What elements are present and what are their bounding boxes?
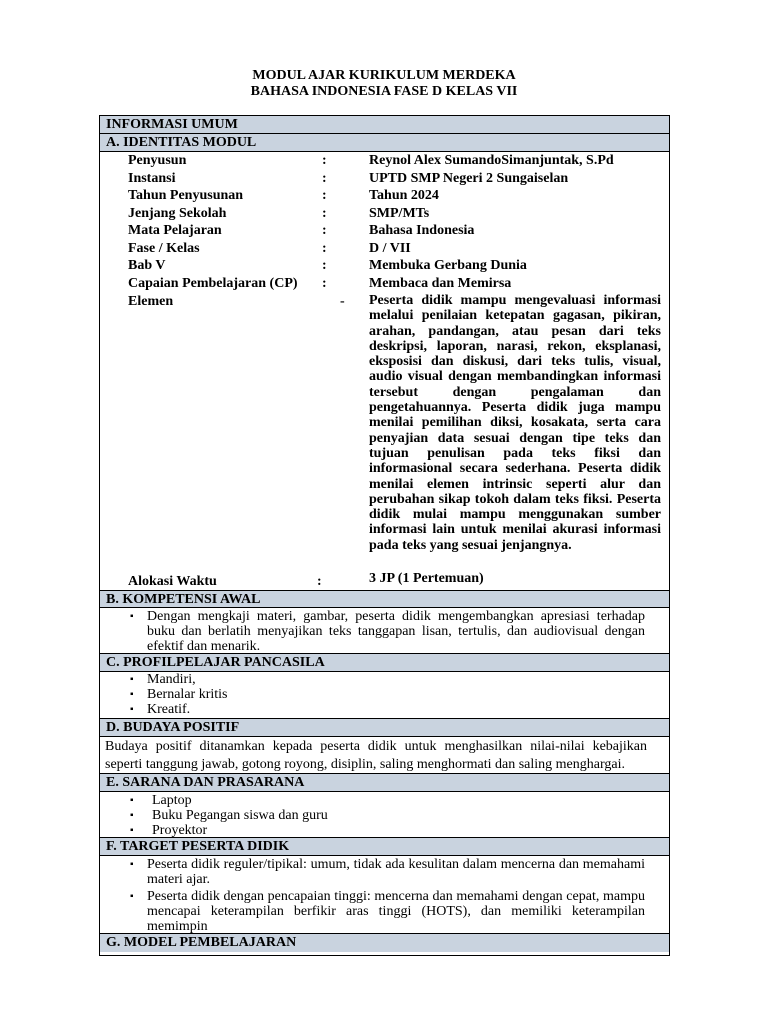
kompetensi-list: [100, 609, 669, 654]
identitas-row-penyusun: [100, 152, 669, 170]
list-item: [100, 672, 669, 687]
identitas-value: Reynol Alex SumandoSimanjuntak, S.Pd: [369, 153, 614, 168]
bullet-icon: ▪: [130, 810, 134, 821]
identitas-colon: :: [322, 205, 327, 221]
header-kompetensi-awal: B. KOMPETENSI AWAL: [100, 590, 669, 608]
list-item-text: Peserta didik dengan pencapaian tinggi: mencerna dan memahami dengan cepat, mampu mencapai keterampilan berfikir aras tinggi (HOTS), dan memiliki keterampilan memimpin: [147, 889, 645, 934]
target-list: [100, 857, 669, 934]
document-title: MODUL AJAR KURIKULUM MERDEKA: [252, 68, 516, 83]
identitas-colon: :: [322, 258, 327, 273]
elemen-label: Elemen: [128, 294, 174, 309]
list-item: [100, 857, 669, 887]
identitas-label: Fase / Kelas: [128, 240, 200, 256]
list-item: [100, 793, 669, 808]
bullet-icon: ▪: [130, 795, 134, 806]
identitas-row-bab: [100, 257, 669, 275]
identitas-row-jenjang: [100, 205, 669, 223]
bullet-icon: ▪: [130, 704, 134, 715]
identitas-row-alokasi: [100, 570, 669, 590]
identitas-label: Jenjang Sekolah: [128, 205, 227, 221]
identitas-value: SMP/MTs: [369, 205, 430, 221]
list-item: [100, 823, 669, 838]
bullet-icon: ▪: [130, 611, 134, 622]
identitas-label: Capaian Pembelajaran (CP): [128, 275, 298, 291]
list-item-text: Proyektor: [152, 823, 208, 838]
identitas-value: D / VII: [369, 240, 411, 256]
header-budaya-positif: D. BUDAYA POSITIF: [100, 719, 669, 737]
list-item-text: Buku Pegangan siswa dan guru: [152, 808, 328, 823]
identitas-colon: :: [322, 188, 327, 203]
identitas-value: Membuka Gerbang Dunia: [369, 258, 527, 273]
identitas-value: UPTD SMP Negeri 2 Sungaiselan: [369, 170, 569, 186]
sarana-list: [100, 793, 669, 838]
document-subtitle: BAHASA INDONESIA FASE D KELAS VII: [250, 84, 518, 99]
bullet-icon: ▪: [130, 825, 134, 836]
alokasi-label: Alokasi Waktu: [128, 574, 217, 589]
identitas-label: Mata Pelajaran: [128, 223, 222, 238]
identitas-colon: :: [322, 153, 327, 168]
section-profil-pancasila: [100, 672, 669, 719]
identitas-colon: :: [322, 275, 327, 291]
identitas-colon: :: [322, 223, 327, 238]
identitas-label: Tahun Penyusunan: [128, 188, 244, 203]
bullet-icon: ▪: [130, 891, 134, 902]
header-identitas-modul: A. IDENTITAS MODUL: [100, 134, 669, 152]
section-budaya-positif: [100, 737, 669, 774]
alokasi-colon: :: [317, 574, 322, 589]
list-item-text: Peserta didik reguler/tipikal: umum, tidak ada kesulitan dalam mencerna dan memahami materi ajar.: [147, 857, 645, 887]
elemen-value: Peserta didik mampu mengevaluasi informasi melalui penilaian ketepatan gagasan, pikiran, arahan, pandangan, atau pesan dari teks deskripsi, laporan, narasi, rekon, eksplanasi, eksposisi dan diskusi, dari teks tulis, visual, audio visual dengan membandingkan informasi tersebut dengan pengalaman dan pengetahuannya. Peserta didik juga mampu menilai pemilihan diksi, kosakata, serta cara penyajian data sesuai dengan tipe teks dan tujuan penulisan pada teks fiksi dan informasional secara sederhana. Peserta didik menilai elemen intrinsic seperti alur dan perubahan sikap tokoh dalam teks fiksi. Peserta didik mulai mampu menggunakan sumber informasi lain untuk menilai akurasi informasi pada teks yang sesuai jenjangnya.: [369, 293, 661, 553]
list-item: [100, 808, 669, 823]
bullet-icon: ▪: [130, 859, 134, 870]
list-item: [100, 687, 669, 702]
list-item: [100, 609, 669, 654]
header-model-pembelajaran: G. MODEL PEMBELAJARAN: [100, 934, 669, 952]
identitas-colon: :: [322, 170, 327, 186]
header-sarana-prasarana: E. SARANA DAN PRASARANA: [100, 774, 669, 792]
profil-list: [100, 672, 669, 717]
section-sarana-prasarana: [100, 792, 669, 838]
identitas-label: Bab V: [128, 258, 166, 273]
identitas-row-cp: [100, 275, 669, 293]
module-table: [99, 115, 670, 956]
identitas-value: Membaca dan Memirsa: [369, 275, 512, 291]
alokasi-value: 3 JP (1 Pertemuan): [369, 571, 484, 586]
identitas-label: Instansi: [128, 170, 176, 186]
list-item-text: Laptop: [152, 793, 192, 808]
identitas-value: Tahun 2024: [369, 188, 439, 203]
identitas-row-tahun: [100, 187, 669, 205]
header-informasi-umum: INFORMASI UMUM: [100, 116, 669, 134]
bullet-icon: ▪: [130, 674, 134, 685]
header-target-peserta: F. TARGET PESERTA DIDIK: [100, 838, 669, 856]
list-item: [100, 889, 669, 934]
identitas-label: Penyusun: [128, 153, 187, 168]
identitas-row-elemen: [100, 292, 669, 570]
section-target-peserta: [100, 856, 669, 934]
identitas-list: [100, 152, 669, 590]
header-profil-pancasila: C. PROFILPELAJAR PANCASILA: [100, 654, 669, 672]
bullet-icon: ▪: [130, 689, 134, 700]
list-item-text: Mandiri,: [147, 672, 196, 687]
list-item-text: Kreatif.: [147, 702, 191, 717]
list-item-text: Dengan mengkaji materi, gambar, peserta didik mengembangkan apresiasi terhadap buku dan berlatih menyajikan teks tanggapan lisan, tertulis, dan audiovisual dengan efektif dan menarik.: [147, 609, 645, 654]
list-item: [100, 702, 669, 717]
identitas-value: Bahasa Indonesia: [369, 223, 475, 238]
identitas-row-instansi: [100, 170, 669, 188]
identitas-row-mapel: [100, 222, 669, 240]
identitas-colon: :: [322, 240, 327, 256]
elemen-dash: -: [340, 294, 345, 309]
budaya-positif-text: Budaya positif ditanamkan kepada peserta didik untuk menghasilkan nilai-nilai kebajikan seperti tanggung jawab, gotong royong, disiplin, saling menghormati dan saling menghargai.: [105, 739, 647, 772]
list-item-text: Bernalar kritis: [147, 687, 228, 702]
identitas-row-fase: [100, 240, 669, 258]
section-kompetensi-awal: [100, 608, 669, 654]
